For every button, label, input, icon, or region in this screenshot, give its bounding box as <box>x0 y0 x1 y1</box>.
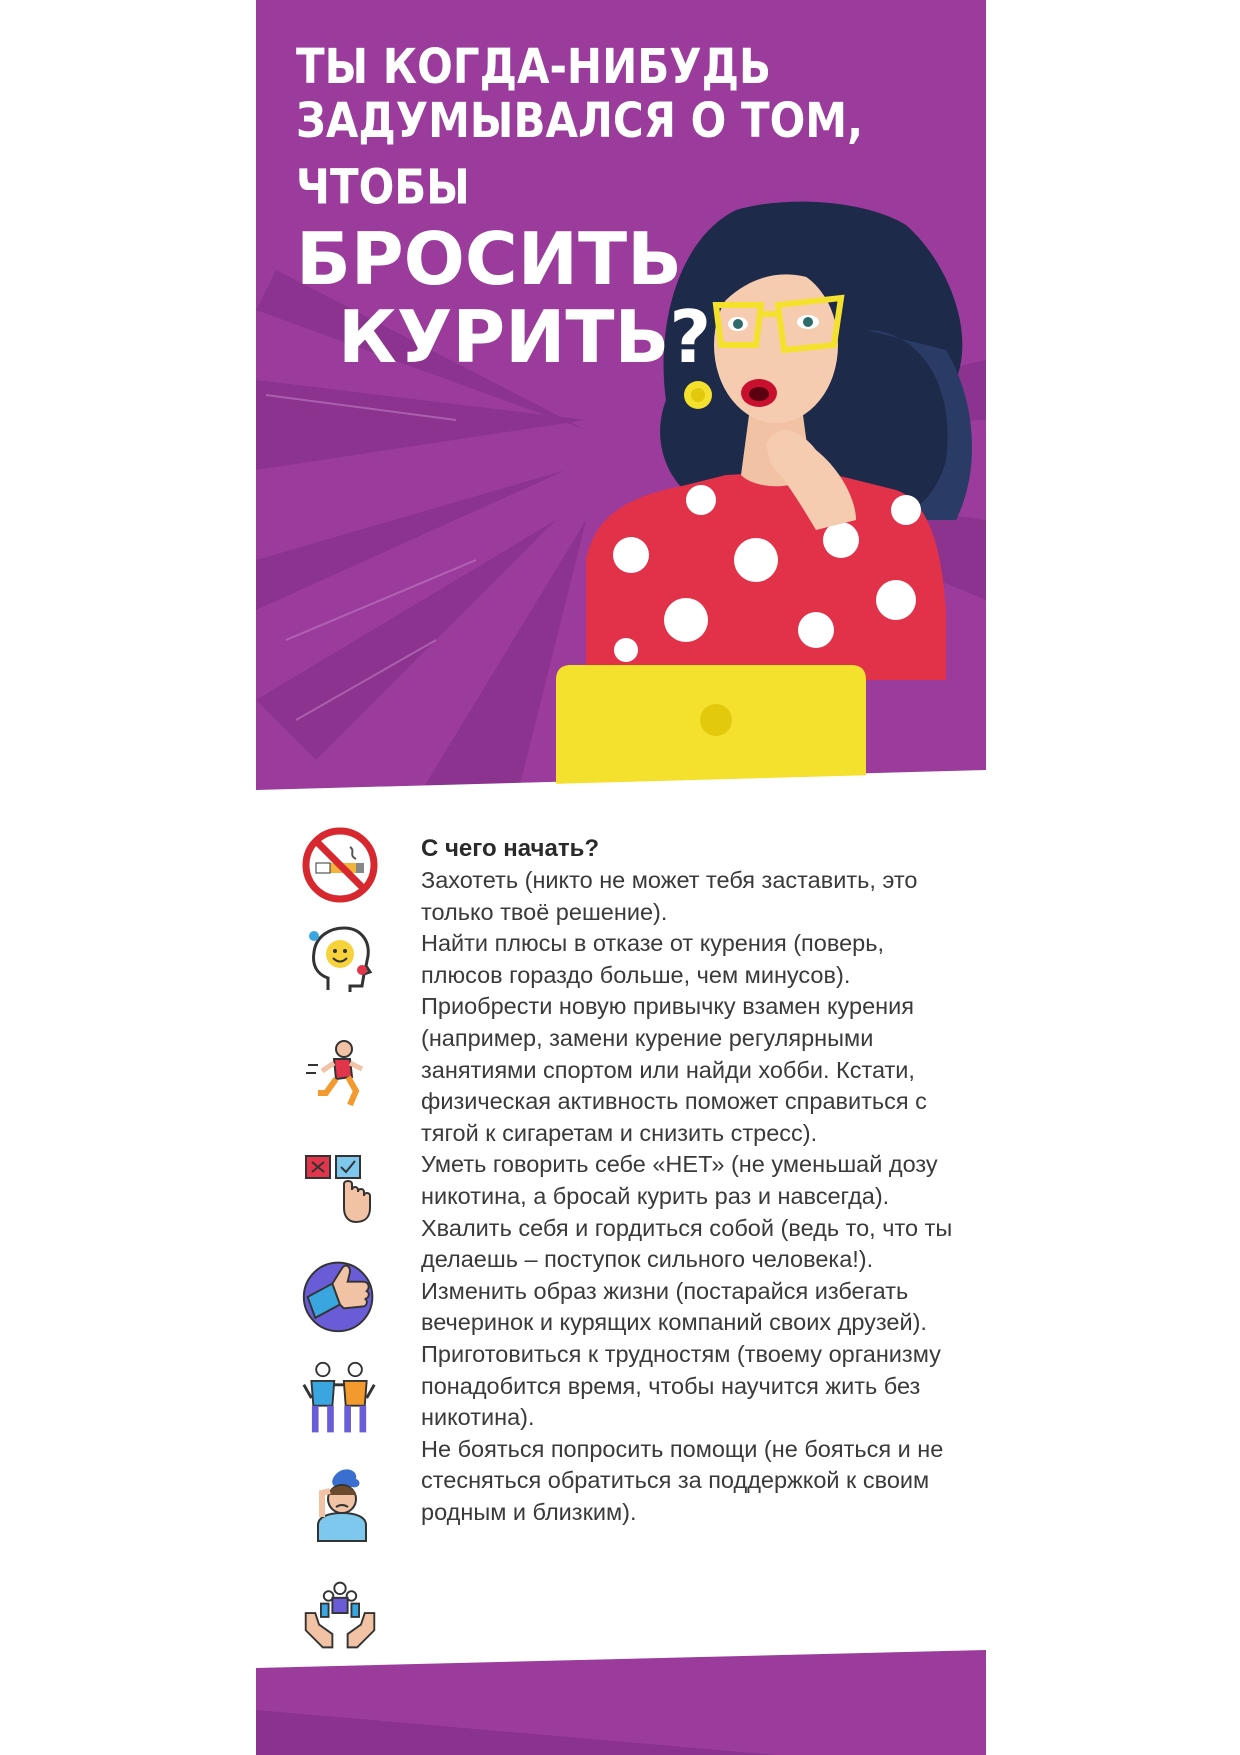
tip-item: Уметь говорить себе «НЕТ» (не уменьшай дозу никотина, а бросай курить раз и навсегда). <box>421 1151 938 1209</box>
headline-line-1: ТЫ КОГДА-НИБУДЬ <box>296 38 772 95</box>
choice-checkbox-icon <box>300 1150 380 1230</box>
headline-line-3: БРОСИТЬ <box>296 217 682 301</box>
tip-item: Приобрести новую привычку взамен курения (например, замени курение регулярными занятиями спортом или найди хобби. Кстати, физическая активность поможет справиться с тягой к сигаретам и снизить стресс). <box>421 993 927 1146</box>
tip-item: Приготовиться к трудностям (твоему организму понадобится время, чтобы научится жить без никотина). <box>421 1340 941 1431</box>
happy-mind-icon <box>300 920 380 1000</box>
running-person-icon <box>300 1035 380 1115</box>
tip-item: Хвалить себя и гордиться собой (ведь то, что ты делаешь – поступок сильного человека!). <box>421 1214 953 1273</box>
headline-line-2: ЗАДУМЫВАЛСЯ О ТОМ, ЧТОБЫ <box>296 91 864 215</box>
tips-title: С чего начать? <box>421 835 599 862</box>
no-smoking-icon <box>300 825 380 905</box>
tip-item: Найти плюсы в отказе от курения (поверь, плюсов гораздо больше, чем минусов). <box>421 930 884 988</box>
headline <box>296 38 956 379</box>
tip-item: Не бояться попросить помощи (не бояться и не стесняться обратиться за поддержкой к своим родным и близким). <box>421 1435 944 1525</box>
headline-line-4: КУРИТЬ? <box>338 295 712 379</box>
tip-item: Изменить образ жизни (постарайся избегать вечеринок и курящих компаний своих друзей). <box>421 1277 927 1336</box>
thumbs-up-icon <box>300 1255 380 1335</box>
hero-banner <box>256 0 986 800</box>
tip-item: Захотеть (никто не может тебя заставить, это только твоё решение). <box>421 867 918 925</box>
footer-band <box>256 1650 986 1755</box>
two-friends-icon <box>300 1360 380 1440</box>
tips-list <box>421 865 961 1528</box>
support-hands-icon <box>300 1575 380 1655</box>
stressed-person-icon <box>300 1465 380 1545</box>
flyer <box>256 0 986 1755</box>
